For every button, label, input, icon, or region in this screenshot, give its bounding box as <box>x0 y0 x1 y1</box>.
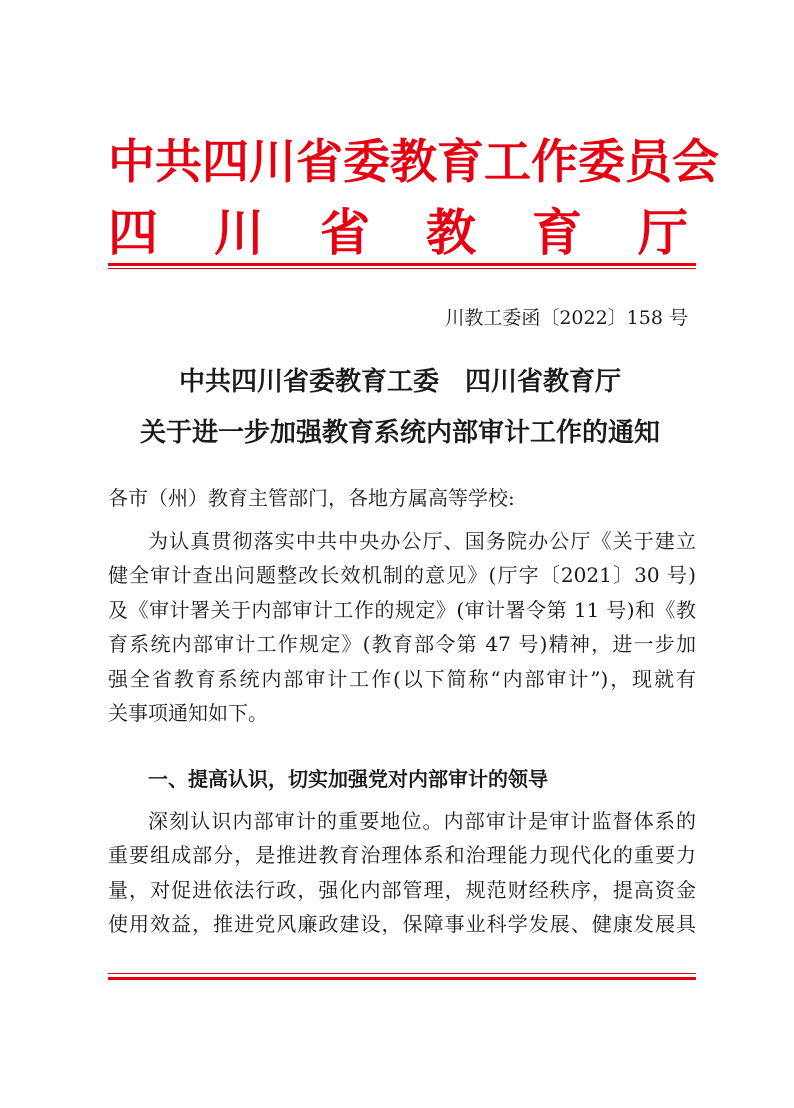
issuer-header-line-2: 四川省教育厅 <box>108 204 688 262</box>
title-line-1: 中共四川省委教育工委 四川省教育厅 <box>178 367 621 397</box>
issuer-header-line-1: 中共四川省委教育工作委员会 <box>108 135 719 190</box>
section-heading: 一、提高认识，切实加强党对内部审计的领导 <box>148 767 548 791</box>
paragraph1-line: 强全省教育系统内部审计工作(以下简称“内部审计”)，现就有 <box>108 667 696 691</box>
footer-red-rule-thick <box>108 977 696 980</box>
paragraph2-line: 重要组成部分，是推进教育治理体系和治理能力现代化的重要力 <box>108 843 696 867</box>
header-red-rule-thin <box>108 268 696 269</box>
document-number: 川教工委函〔2022〕158 号 <box>445 307 688 329</box>
paragraph1-line: 育系统内部审计工作规定》(教育部令第 47 号)精神，进一步加 <box>108 632 696 656</box>
title-line-2: 关于进一步加强教育系统内部审计工作的通知 <box>139 418 660 448</box>
footer-red-rule-thin <box>108 973 696 974</box>
salutation: 各市（州）教育主管部门，各地方属高等学校: <box>108 486 515 510</box>
header-red-rule-thick <box>108 263 696 266</box>
paragraph2-line: 使用效益，推进党风廉政建设，保障事业科学发展、健康发展具 <box>108 912 696 936</box>
paragraph2-line: 深刻认识内部审计的重要地位。内部审计是审计监督体系的 <box>148 809 696 833</box>
paragraph1-line: 及《审计署关于内部审计工作的规定》(审计署令第 11 号)和《教 <box>108 598 696 622</box>
paragraph1-line: 为认真贯彻落实中共中央办公厅、国务院办公厅《关于建立 <box>148 529 696 553</box>
paragraph1-line: 健全审计查出问题整改长效机制的意见》(厅字〔2021〕30 号) <box>108 563 696 587</box>
paragraph2-line: 量，对促进依法行政，强化内部管理，规范财经秩序，提高资金 <box>108 878 696 902</box>
paragraph1-line: 关事项通知如下。 <box>108 701 268 725</box>
